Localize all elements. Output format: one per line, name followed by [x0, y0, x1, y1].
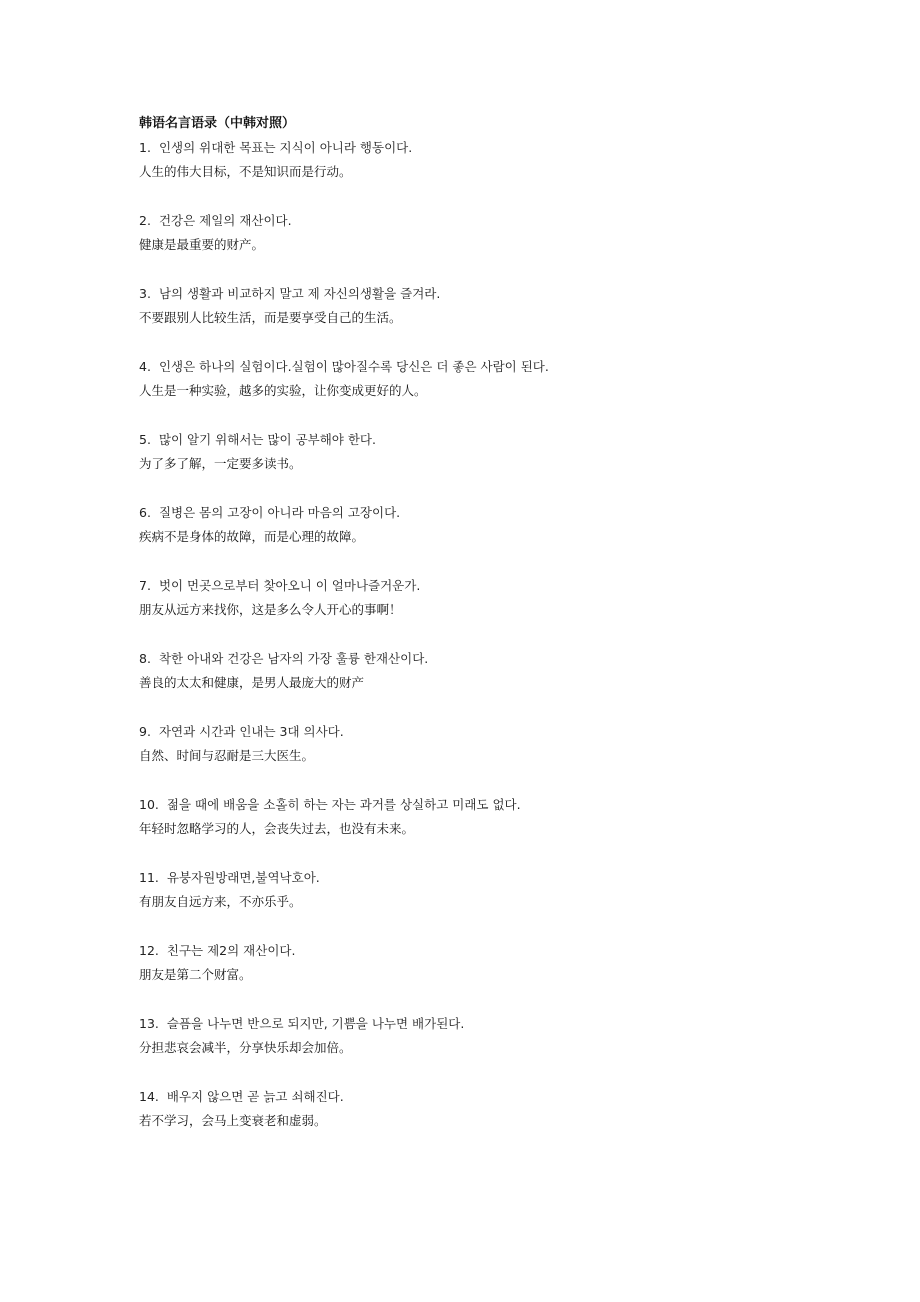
quote-number: 8.	[139, 651, 151, 666]
korean-text: 배우지 않으면 곧 늙고 쇠해진다.	[166, 1089, 344, 1104]
chinese-translation: 人生是一种实验，越多的实验，让你变成更好的人。	[139, 383, 427, 398]
chinese-translation: 善良的太太和健康，是男人最庞大的财产	[139, 675, 365, 690]
chinese-translation: 若不学习，会马上变衰老和虚弱。	[139, 1113, 327, 1128]
quote-number: 7.	[139, 578, 151, 593]
quote-entry	[139, 1012, 879, 1060]
quote-number: 14.	[139, 1089, 159, 1104]
chinese-translation: 朋友从远方来找你，这是多么令人开心的事啊！	[139, 602, 402, 617]
korean-text: 슬픔을 나누면 반으로 되지만, 기쁨을 나누면 배가된다.	[166, 1016, 465, 1031]
korean-quote	[139, 282, 879, 306]
quote-entry	[139, 866, 879, 914]
quote-entry	[139, 939, 879, 987]
korean-quote	[139, 501, 879, 525]
korean-quote	[139, 866, 879, 890]
quote-entry	[139, 1085, 879, 1133]
korean-text: 많이 알기 위해서는 많이 공부해야 한다.	[158, 432, 376, 447]
quote-entry	[139, 501, 879, 549]
quote-entry	[139, 647, 879, 695]
quote-number: 1.	[139, 140, 151, 155]
document-title: 韩语名言语录（中韩对照）	[139, 116, 296, 131]
korean-quote	[139, 1012, 879, 1036]
korean-text: 젊을 때에 배움을 소홀히 하는 자는 과거를 상실하고 미래도 없다.	[166, 797, 521, 812]
quote-number: 6.	[139, 505, 151, 520]
quote-entry	[139, 428, 879, 476]
quote-number: 13.	[139, 1016, 159, 1031]
korean-text: 벗이 먼곳으로부터 찾아오니 이 얼마나즐거운가.	[158, 578, 421, 593]
korean-quote	[139, 1085, 879, 1109]
quote-entry	[139, 793, 879, 841]
korean-quote	[139, 136, 879, 160]
korean-text: 자연과 시간과 인내는 3대 의사다.	[158, 724, 344, 739]
chinese-translation: 年轻时忽略学习的人，会丧失过去，也没有未来。	[139, 821, 415, 836]
korean-quote	[139, 355, 879, 379]
quote-number: 2.	[139, 213, 151, 228]
quote-entry	[139, 282, 879, 330]
chinese-translation: 自然、时间与忍耐是三大医生。	[139, 748, 315, 763]
chinese-translation: 疾病不是身体的故障，而是心理的故障。	[139, 529, 365, 544]
chinese-translation: 人生的伟大目标，不是知识而是行动。	[139, 164, 352, 179]
quote-number: 5.	[139, 432, 151, 447]
korean-quote	[139, 574, 879, 598]
chinese-translation: 健康是最重要的财产。	[139, 237, 265, 252]
chinese-translation: 朋友是第二个财富。	[139, 967, 252, 982]
chinese-translation: 不要跟别人比较生活，而是要享受自己的生活。	[139, 310, 402, 325]
quote-number: 11.	[139, 870, 159, 885]
document-page	[139, 112, 879, 1158]
korean-text: 건강은 제일의 재산이다.	[158, 213, 292, 228]
korean-text: 친구는 제2의 재산이다.	[166, 943, 296, 958]
korean-quote	[139, 720, 879, 744]
korean-text: 착한 아내와 건강은 남자의 가장 훌륭 한재산이다.	[158, 651, 429, 666]
chinese-translation: 有朋友自远方来，不亦乐乎。	[139, 894, 302, 909]
korean-quote	[139, 793, 879, 817]
quote-number: 10.	[139, 797, 159, 812]
quote-number: 9.	[139, 724, 151, 739]
quote-number: 3.	[139, 286, 151, 301]
korean-quote	[139, 428, 879, 452]
quote-entry	[139, 355, 879, 403]
korean-quote	[139, 209, 879, 233]
quote-number: 4.	[139, 359, 151, 374]
korean-quote	[139, 939, 879, 963]
korean-text: 인생의 위대한 목표는 지식이 아니라 행동이다.	[158, 140, 413, 155]
quote-number: 12.	[139, 943, 159, 958]
quote-entry	[139, 209, 879, 257]
korean-text: 질병은 몸의 고장이 아니라 마음의 고장이다.	[158, 505, 401, 520]
chinese-translation: 为了多了解，一定要多读书。	[139, 456, 302, 471]
quote-entry	[139, 136, 879, 184]
korean-text: 인생은 하나의 실험이다.실험이 많아질수록 당신은 더 좋은 사람이 된다.	[158, 359, 549, 374]
korean-quote	[139, 647, 879, 671]
quote-entry	[139, 574, 879, 622]
chinese-translation: 分担悲哀会减半，分享快乐却会加倍。	[139, 1040, 352, 1055]
korean-text: 유붕자원방래면,불역낙호아.	[166, 870, 320, 885]
quote-entry	[139, 720, 879, 768]
korean-text: 남의 생활과 비교하지 말고 제 자신의생활을 즐겨라.	[158, 286, 441, 301]
